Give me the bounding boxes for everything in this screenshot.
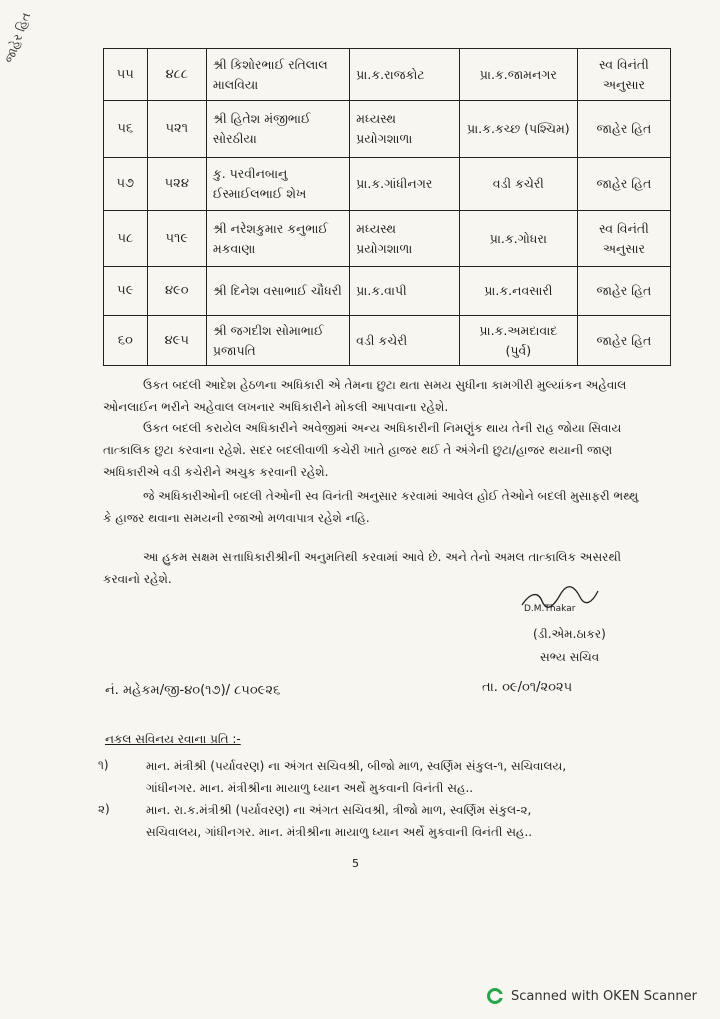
to-office-cell: પ્રા.ક.અમદાવાદ (પુર્વ) <box>459 316 577 366</box>
employee-id-cell: ૪૯૫ <box>147 316 206 366</box>
serial-number-cell: ૫૭ <box>104 158 148 211</box>
transfer-reason-cell: જાહેર હિત <box>577 158 670 211</box>
signature-scribble <box>520 583 600 613</box>
paragraph-3: જે અધિકારીઓની બદલી તેઓની સ્વ વિનંતી અનુસાર કરવામાં આવેલ હોઈ તેઓને બદલી મુસાફરી ભથ્થુ કે હાજર થવાના સમયની રજાઓ મળવાપાત્ર રહેશે નહિ. <box>103 489 639 525</box>
serial-number-cell: ૫૫ <box>104 49 148 101</box>
copy-to-heading: નકલ સવિનય રવાના પ્રતિ :- <box>105 732 241 746</box>
from-office-cell: વડી કચેરી <box>350 316 460 366</box>
from-office-cell: મધ્યસ્થ પ્રયોગશાળા <box>350 101 460 158</box>
transfer-reason-cell: સ્વ વિનંતી અનુસાર <box>577 49 670 101</box>
table-row <box>104 158 671 211</box>
table-row <box>104 101 671 158</box>
from-office-cell: મધ્યસ્થ પ્રયોગશાળા <box>350 211 460 267</box>
transfers-table-body <box>104 49 671 366</box>
paragraph-4: આ હુકમ સક્ષમ સત્તાધિકારીશ્રીની અનુમતિથી કરવામાં આવે છે. અને તેનો અમલ તાત્કાલિક અસરથી કરવાનો રહેશે. <box>103 550 622 586</box>
scanner-footer-text: Scanned with OKEN Scanner <box>511 988 697 1004</box>
copy-item-text: માન. રા.ક.મંત્રીશ્રી (પર્યાવરણ) ના અંગત સચિવશ્રી, ત્રીજો માળ, સ્વર્ણિમ સંકુલ-૨, સચિવાલય, ગાંધીનગર. માન. મંત્રીશ્રીના માયાળુ ધ્યાન અર્થે મુકવાની વિનંતી સહ.. <box>146 803 533 839</box>
officer-name-cell: શ્રી જગદીશ સોમાભાઈ પ્રજાપતિ <box>206 316 349 366</box>
to-office-cell: પ્રા.ક.ગોધરા <box>459 211 577 267</box>
to-office-cell: પ્રા.ક.જામનગર <box>459 49 577 101</box>
employee-id-cell: ૪૯૦ <box>147 267 206 316</box>
from-office-cell: પ્રા.ક.રાજકોટ <box>350 49 460 101</box>
paragraph-2: ઉકત બદલી કરાયેલ અધિકારીને અવેજીમાં અન્ય અધિકારીની નિમણુંક થાય તેની રાહ જોયા સિવાય તાત્કાલિક છુટા કરવાના રહેશે. સદર બદલીવાળી કચેરી ખાતે હાજર થઈ તે અંગેની છુટા/હાજર થયાની જાણ અધિકારીએ વડી કચેરીને અચુક કરવાની રહેશે. <box>103 421 622 479</box>
from-office-cell: પ્રા.ક.વાપી <box>350 267 460 316</box>
from-office-cell: પ્રા.ક.ગાંધીનગર <box>350 158 460 211</box>
paragraph-1: ઉકત બદલી આદેશ હેઠળના અધિકારી એ તેમના છુટા થતા સમય સુધીના કામગીરી મુલ્યાંકન અહેવાલ ઓનલાઈન ભરીને અહેવાલ લખનાર અધિકારીને મોકલી આપવાના રહેશે. <box>103 378 627 414</box>
table-row <box>104 267 671 316</box>
officer-name-cell: કુ. પરવીનબાનુ ઈસ્માઈલભાઈ શેખ <box>206 158 349 211</box>
serial-number-cell: ૫૬ <box>104 101 148 158</box>
transfer-reason-cell: જાહેર હિત <box>577 267 670 316</box>
employee-id-cell: ૫૧૯ <box>147 211 206 267</box>
page-number: 5 <box>352 857 359 870</box>
transfers-table <box>103 48 671 366</box>
officer-name-cell: શ્રી દિનેશ વસાભાઈ ચૌધરી <box>206 267 349 316</box>
copy-item-number: ૧) <box>98 758 109 772</box>
serial-number-cell: ૫૮ <box>104 211 148 267</box>
to-office-cell: પ્રા.ક.કચ્છ (પશ્ચિમ) <box>459 101 577 158</box>
signatory-name: (ડી.એમ.ઠાકર) <box>533 627 606 641</box>
transfer-reason-cell: જાહેર હિત <box>577 101 670 158</box>
employee-id-cell: ૪૮૮ <box>147 49 206 101</box>
table-row <box>104 316 671 366</box>
scanner-logo-icon <box>487 988 503 1004</box>
order-date: તા. ૦૯/૦૧/૨૦૨૫ <box>482 680 573 695</box>
order-number: નં. મહેકમ/જી-૪૦(૧૭)/ ૮૫૦૯૨૬ <box>105 683 281 698</box>
transfer-reason-cell: જાહેર હિત <box>577 316 670 366</box>
to-office-cell: વડી કચેરી <box>459 158 577 211</box>
scanner-footer <box>487 988 697 1004</box>
officer-name-cell: શ્રી કિશોરભાઈ રતિલાલ માલવિયા <box>206 49 349 101</box>
copy-item-text: માન. મંત્રીશ્રી (પર્યાવરણ) ના અંગત સચિવશ્રી, બીજો માળ, સ્વર્ણિમ સંકુલ-૧, સચિવાલય, ગાંધીનગર. માન. મંત્રીશ્રીના માયાળુ ધ્યાન અર્થે મુકવાની વિનંતી સહ.. <box>146 759 567 795</box>
employee-id-cell: ૫૨૧ <box>147 101 206 158</box>
copy-item-number: ૨) <box>98 802 110 816</box>
to-office-cell: પ્રા.ક.નવસારી <box>459 267 577 316</box>
signature-scribble-text: D.M.Thakar <box>524 604 576 613</box>
table-row <box>104 49 671 101</box>
serial-number-cell: ૫૯ <box>104 267 148 316</box>
margin-note: જાહેર હિત <box>2 10 34 65</box>
signatory-designation: સભ્ય સચિવ <box>540 650 600 664</box>
officer-name-cell: શ્રી હિતેશ મંજીભાઈ સોરઠીયા <box>206 101 349 158</box>
serial-number-cell: ૬૦ <box>104 316 148 366</box>
table-row <box>104 211 671 267</box>
officer-name-cell: શ્રી નરેશકુમાર કનુભાઈ મકવાણા <box>206 211 349 267</box>
employee-id-cell: ૫૨૪ <box>147 158 206 211</box>
transfer-reason-cell: સ્વ વિનંતી અનુસાર <box>577 211 670 267</box>
